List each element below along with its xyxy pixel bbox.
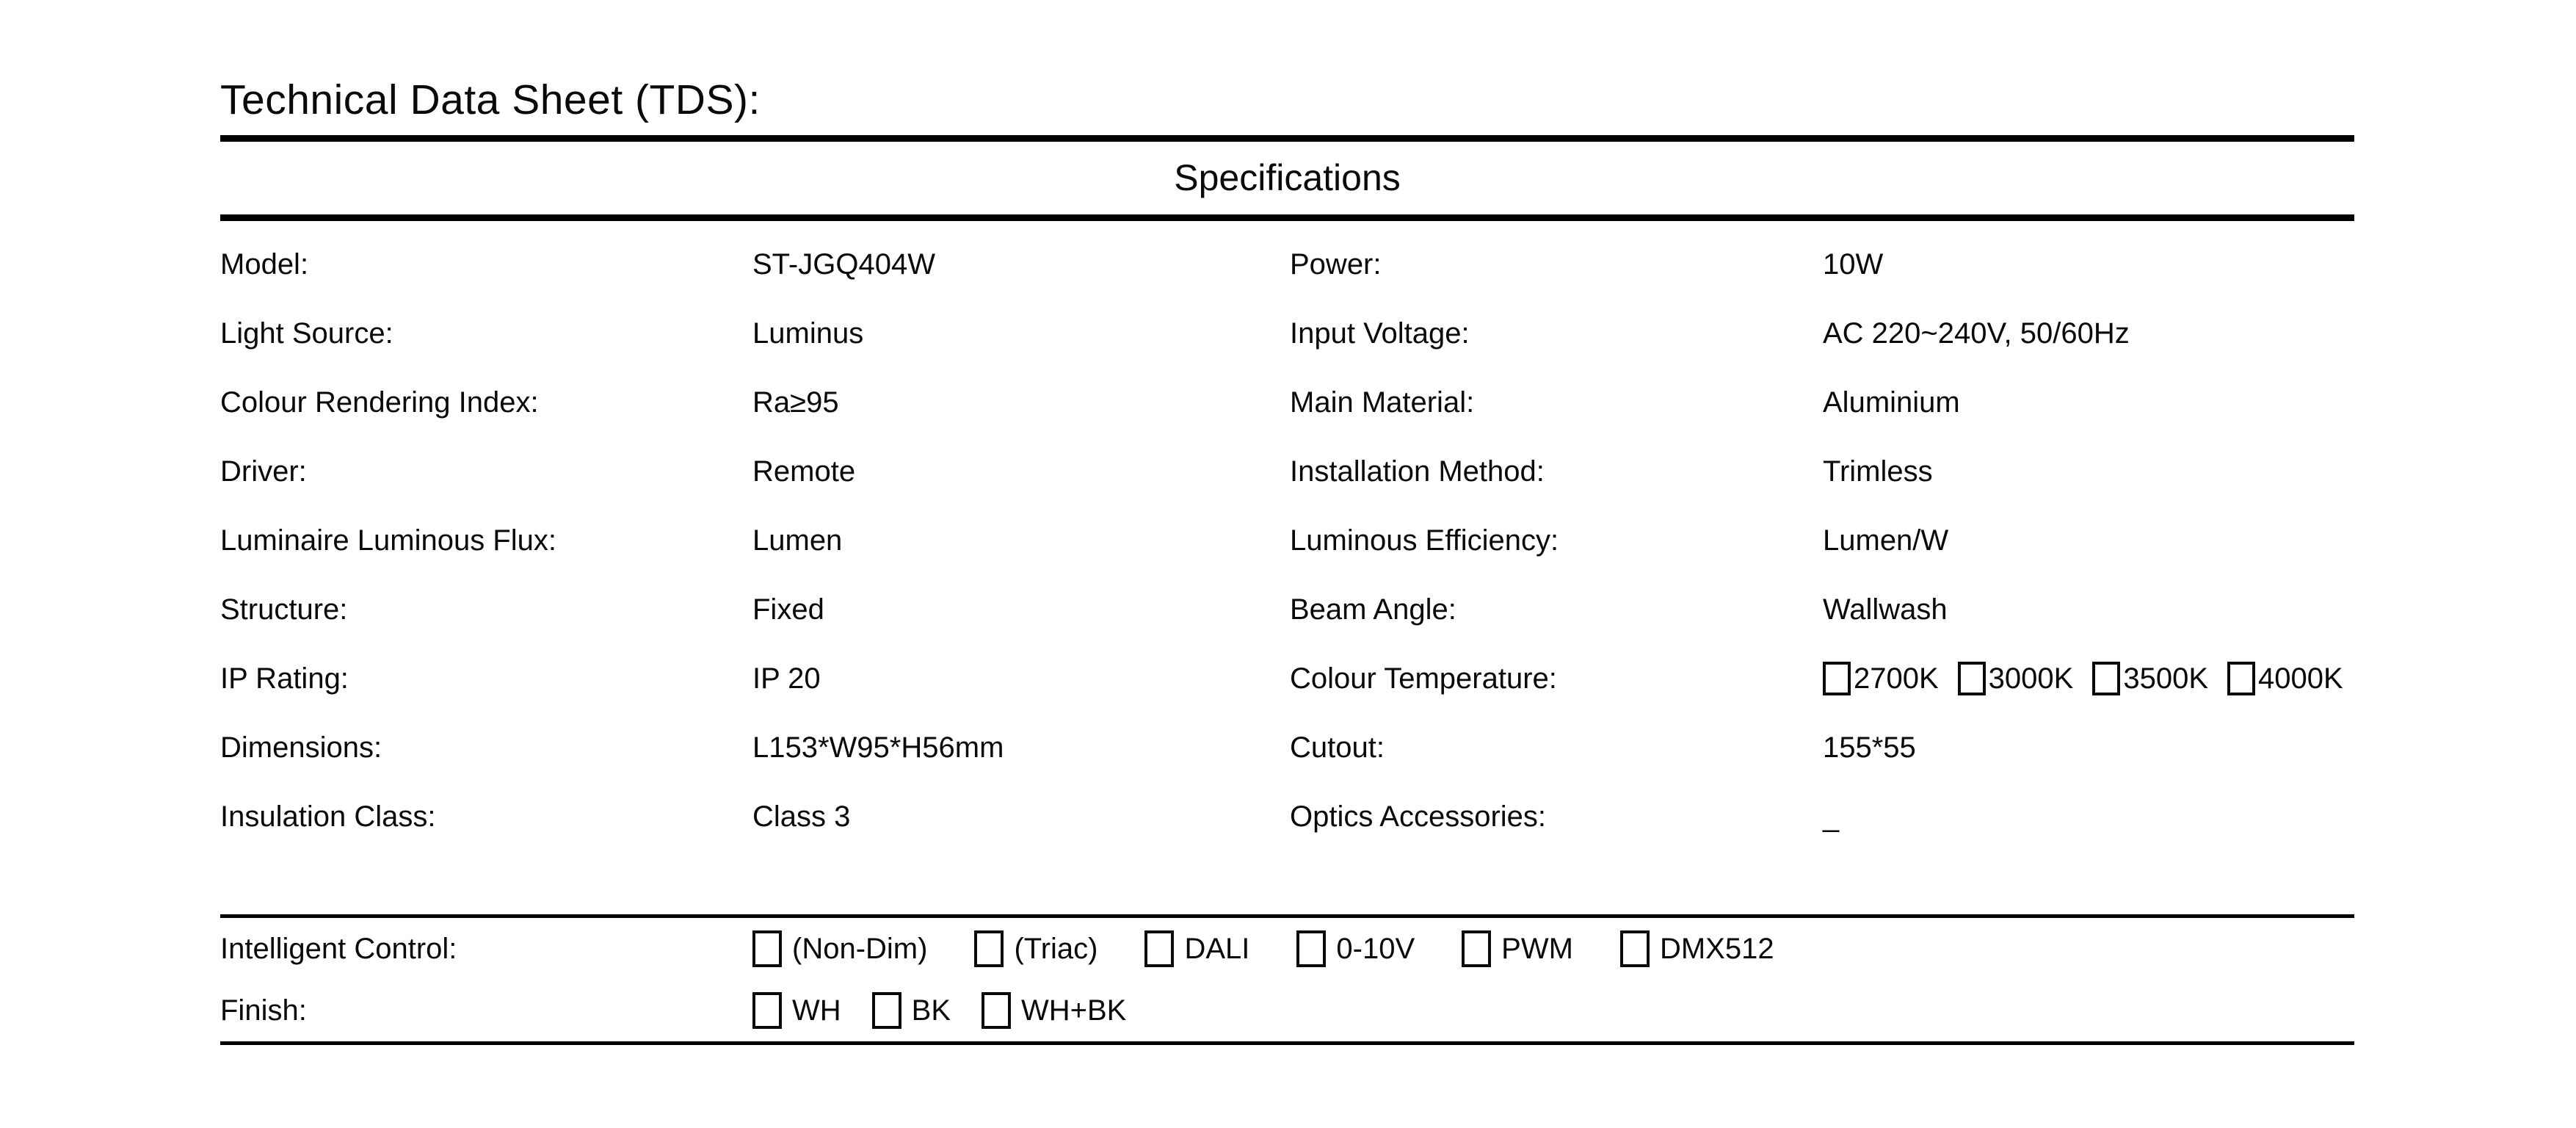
spec-row-insulation-optics — [220, 782, 2354, 851]
checkbox-icon[interactable] — [2092, 662, 2120, 695]
spec-label-model: Model: — [220, 248, 309, 281]
checkbox-label: (Triac) — [1014, 932, 1098, 965]
colour-temperature-options — [1823, 662, 2354, 695]
spec-row-flux-efficiency — [220, 506, 2354, 575]
checkbox-icon[interactable] — [1958, 662, 1986, 695]
spec-value-optics-accessories: _ — [1823, 800, 1840, 833]
spec-label-luminous-efficiency: Luminous Efficiency: — [1290, 524, 1559, 557]
spec-label-light-source: Light Source: — [220, 317, 393, 350]
checkbox-icon[interactable] — [1823, 662, 1851, 695]
checkbox-icon[interactable] — [982, 992, 1011, 1029]
finish-row — [220, 980, 2354, 1041]
spec-label-structure: Structure: — [220, 593, 348, 626]
checkbox-option-3500k[interactable] — [2092, 662, 2208, 695]
checkbox-icon[interactable] — [1144, 930, 1174, 967]
spec-value-insulation-class: Class 3 — [752, 800, 851, 833]
checkbox-label: PWM — [1501, 932, 1573, 965]
checkbox-label: WH+BK — [1021, 994, 1127, 1027]
spec-row-structure-beamangle — [220, 575, 2354, 644]
spec-row-iprating-colourtemp — [220, 644, 2354, 713]
checkbox-option-2700k[interactable] — [1823, 662, 1939, 695]
checkbox-icon[interactable] — [974, 930, 1004, 967]
checkbox-option-bk[interactable] — [872, 992, 951, 1029]
spec-label-insulation-class: Insulation Class: — [220, 800, 436, 833]
spec-label-beam-angle: Beam Angle: — [1290, 593, 1456, 626]
checkbox-icon[interactable] — [1462, 930, 1491, 967]
spec-row-dimensions-cutout — [220, 713, 2354, 782]
finish-label: Finish: — [220, 994, 307, 1027]
checkbox-option-non-dim[interactable] — [752, 930, 927, 967]
checkbox-label: 4000K — [2258, 662, 2343, 695]
spec-label-colour-rendering-index: Colour Rendering Index: — [220, 386, 539, 419]
checkbox-label: 3500K — [2123, 662, 2209, 695]
spec-row-model-power — [220, 230, 2354, 299]
spec-row-cri-material — [220, 368, 2354, 437]
spec-value-power: 10W — [1823, 248, 1884, 281]
spec-label-installation-method: Installation Method: — [1290, 455, 1545, 488]
spec-row-lightsource-voltage — [220, 299, 2354, 368]
spec-value-ip-rating: IP 20 — [752, 662, 821, 695]
intelligent-control-label: Intelligent Control: — [220, 932, 457, 965]
finish-options — [752, 992, 1126, 1029]
horizontal-rule-under-section-title — [220, 214, 2354, 221]
checkbox-option-4000k[interactable] — [2227, 662, 2343, 695]
intelligent-control-row — [220, 918, 2354, 980]
document-content — [220, 0, 2354, 1045]
spec-label-main-material: Main Material: — [1290, 386, 1475, 419]
spec-label-colour-temperature: Colour Temperature: — [1290, 662, 1557, 695]
spec-row-driver-installation — [220, 437, 2354, 506]
checkbox-option-wh-bk[interactable] — [982, 992, 1126, 1029]
spec-label-driver: Driver: — [220, 455, 307, 488]
checkbox-label: DMX512 — [1659, 932, 1774, 965]
spec-value-main-material: Aluminium — [1823, 386, 1960, 419]
specifications-table — [220, 230, 2354, 851]
checkbox-option-wh[interactable] — [752, 992, 841, 1029]
checkbox-label: BK — [911, 994, 951, 1027]
spec-value-driver: Remote — [752, 455, 856, 488]
checkbox-label: DALI — [1184, 932, 1250, 965]
checkbox-option-pwm[interactable] — [1462, 930, 1573, 967]
spec-value-luminaire-luminous-flux: Lumen — [752, 524, 843, 557]
checkbox-label: WH — [792, 994, 841, 1027]
checkbox-icon[interactable] — [1620, 930, 1650, 967]
checkbox-option-dmx512[interactable] — [1620, 930, 1774, 967]
page-title: Technical Data Sheet (TDS): — [220, 76, 761, 123]
spec-label-dimensions: Dimensions: — [220, 731, 382, 764]
spec-label-power: Power: — [1290, 248, 1382, 281]
checkbox-option-triac[interactable] — [974, 930, 1097, 967]
spec-label-input-voltage: Input Voltage: — [1290, 317, 1470, 350]
checkbox-icon[interactable] — [872, 992, 901, 1029]
spec-value-luminous-efficiency: Lumen/W — [1823, 524, 1949, 557]
spec-value-model: ST-JGQ404W — [752, 248, 935, 281]
spec-value-light-source: Luminus — [752, 317, 864, 350]
spec-label-luminaire-luminous-flux: Luminaire Luminous Flux: — [220, 524, 556, 557]
spec-label-optics-accessories: Optics Accessories: — [1290, 800, 1547, 833]
horizontal-rule-top — [220, 135, 2354, 142]
spec-value-beam-angle: Wallwash — [1823, 593, 1948, 626]
spec-value-cutout: 155*55 — [1823, 731, 1916, 764]
spec-value-dimensions: L153*W95*H56mm — [752, 731, 1004, 764]
spec-value-installation-method: Trimless — [1823, 455, 1933, 488]
checkbox-icon[interactable] — [2227, 662, 2255, 695]
intelligent-control-options — [752, 930, 1774, 967]
checkbox-option-dali[interactable] — [1144, 930, 1249, 967]
checkbox-label: 2700K — [1854, 662, 1939, 695]
checkbox-option-0-10v[interactable] — [1296, 930, 1415, 967]
control-section — [220, 914, 2354, 1045]
checkbox-label: 3000K — [1988, 662, 2074, 695]
section-title: Specifications — [1174, 157, 1401, 198]
checkbox-icon[interactable] — [1296, 930, 1326, 967]
spec-label-cutout: Cutout: — [1290, 731, 1385, 764]
checkbox-icon[interactable] — [752, 930, 782, 967]
spec-label-ip-rating: IP Rating: — [220, 662, 349, 695]
checkbox-label: (Non-Dim) — [792, 932, 928, 965]
checkbox-label: 0-10V — [1336, 932, 1415, 965]
checkbox-option-3000k[interactable] — [1958, 662, 2074, 695]
spec-value-input-voltage: AC 220~240V, 50/60Hz — [1823, 317, 2130, 350]
checkbox-icon[interactable] — [752, 992, 782, 1029]
spec-value-colour-rendering-index: Ra≥95 — [752, 386, 839, 419]
spec-value-structure: Fixed — [752, 593, 824, 626]
